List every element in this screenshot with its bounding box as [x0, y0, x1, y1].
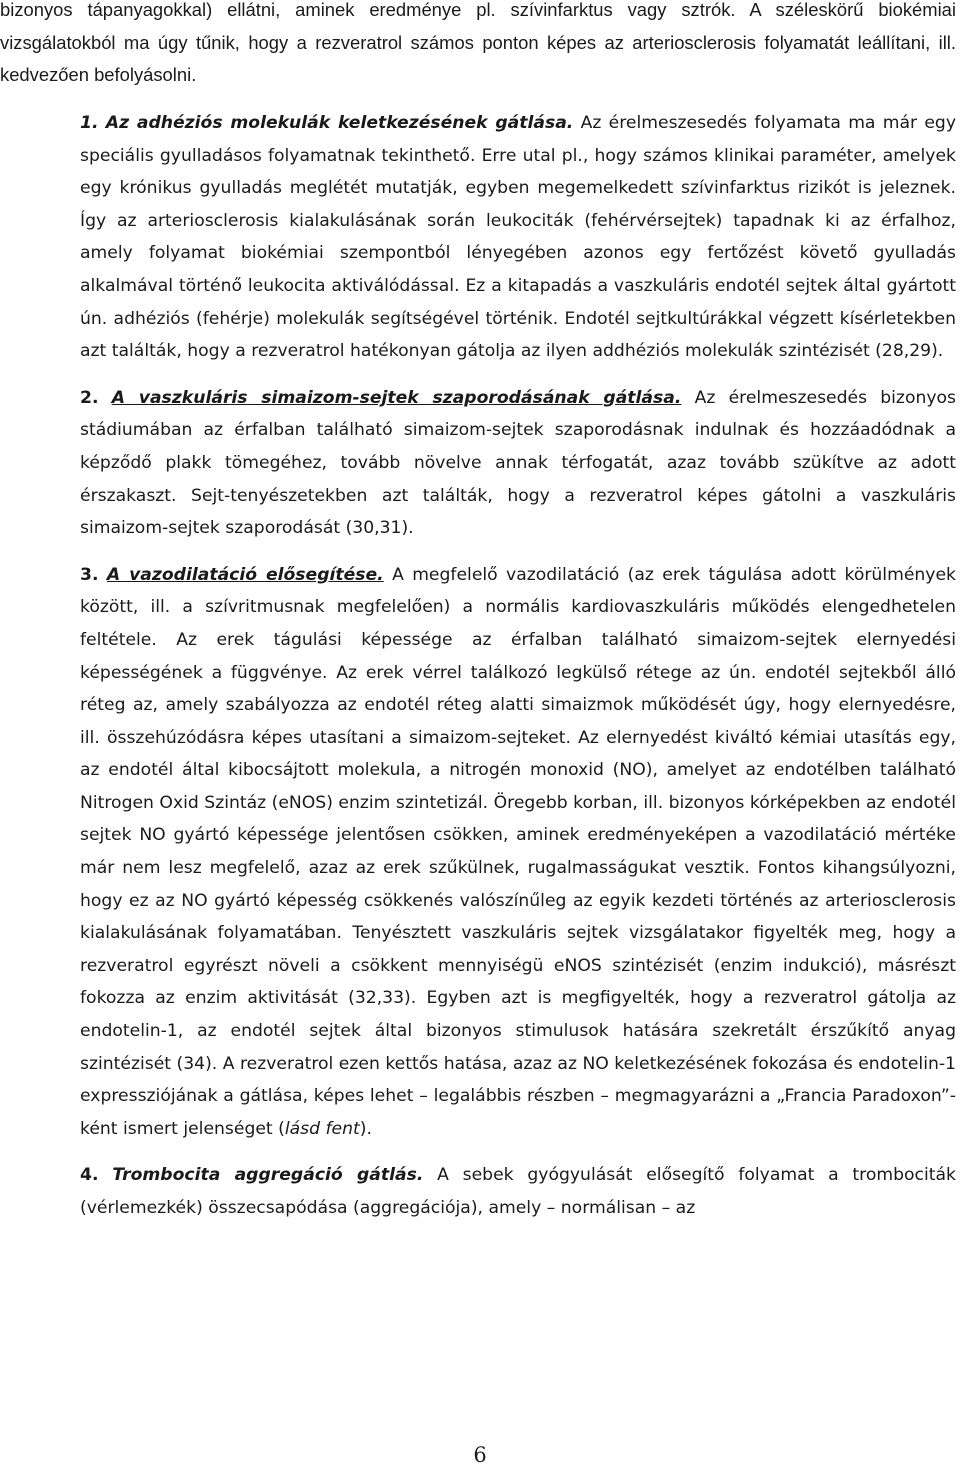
- section-4-body: A sebek gyógyulását elősegítő folyamat a trombociták (vérlemezkék) összecsapódása (aggregációja), amely – normálisan – az: [80, 1165, 956, 1218]
- section-1-title: Az adhéziós molekulák keletkezésének gátlása.: [105, 113, 574, 133]
- section-2-body: Az érelmeszesedés bizonyos stádiumában az érfalban található simaizom-sejtek szaporodásnak indulnak és hozzáadódnak a képződő plakk tömegéhez, tovább növelve annak térfogatát, azaz tovább szükítve az adott érszakaszt. Sejt-tenyészetekben azt találták, hogy a rezveratrol képes gátolni a vaszkuláris simaizom-sejtek szaporodását (30,31).: [80, 387, 956, 539]
- sections-block: [80, 107, 956, 1239]
- intro-paragraph-block: [0, 0, 956, 92]
- section-3-body-italic: lásd fent: [284, 1118, 360, 1139]
- section-1-body: Az érelmeszesedés folyamata ma már egy speciális gyulladásos folyamatnak tekinthető. Erre utal pl., hogy számos klinikai paraméter, amelyek egy krónikus gyulladás meglétét mutatják, egyben megemelkedett szívinfarktus rizikót is jeleznek. Így az arteriosclerosis kialakulásának során leukociták (fehérvérsejtek) tapadnak ki az érfalhoz, amely folyamat biokémiai szempontból lényegében azonos egy fertőzést követő gyulladás alkalmával történő leukocita aktiválódással. Ez a kitapadás a vaszkuláris endotél sejtek által gyártott ún. adhéziós (fehérje) molekulák segítségével történik. Endotél sejtkultúrákkal végzett kísérletekben azt találták, hogy a rezveratrol hatékonyan gátolja az ilyen addhéziós molekulák szintézisét (28,29).: [80, 113, 956, 362]
- page-number: 6: [473, 1443, 487, 1467]
- section-1: [80, 107, 956, 368]
- intro-text: bizonyos tápanyagokkal) ellátni, aminek eredménye pl. szívinfarktus vagy sztrók. A széleskörű biokémiai vizsgálatokból ma úgy tűnik, hogy a rezveratrol számos ponton képes az arteriosclerosis folyamatát leállítani, ill. kedvezően befolyásolni.: [0, 0, 956, 85]
- section-3-body-end: ).: [359, 1118, 372, 1139]
- section-3-title: A vazodilatáció elősegítése.: [106, 564, 384, 585]
- section-2-number: 2.: [80, 387, 99, 408]
- section-3-body: A megfelelő vazodilatáció (az erek tágulása adott körülmények között, ill. a szívritmusnak megfelelően) a normális kardiovaszkuláris működés elengedhetelen feltétele. Az erek tágulási képessége az érfalban található simaizom-sejtek elernyedési képességének a függvénye. Az erek vérrel találkozó legkülső rétege az ún. endotél sejtekből álló réteg az, amely szabályozza az endotél réteg alatti simaizmok működését úgy, hogy elernyedésre, ill. összehúzódásra képes utasítani a simaizom-sejteket. Az elernyedést kiváltó kémiai utasítás egy, az endotél által kibocsájtott molekula, a nitrogén monoxid (NO), amelyet az endotélben található Nitrogen Oxid Szintáz (eNOS) enzim szintetizál. Öregebb korban, ill. bizonyos kórképekben az endotél sejtek NO gyártó képessége jelentősen csökken, aminek eredményeképen a vazodilatáció mértéke már nem lesz megfelelő, azaz az erek szűkülnek, rugalmasságukat vesztik. Fontos kihangsúlyozni, hogy ez az NO gyártó képesség csökkenés valószínűleg az egyik kezdeti történés az arteriosclerosis kialakulásának folyamatában. Tenyésztett vaszkuláris sejtek vizsgálatakor figyelték meg, hogy a rezveratrol egyrészt növeli a csökkent mennyiségü eNOS szintézisét (enzim indukció), másrészt fokozza az enzim aktivitását (32,33). Egyben azt is megfigyelték, hogy a rezveratrol gátolja az endotelin-1, az endotél sejtek által bizonyos stimulusok hatására szekretált érszűkítő anyag szintézisét (34). A rezveratrol ezen kettős hatása, azaz az NO keletkezésének fokozása és endotelin-1 expressziójának a gátlása, képes lehet – legalábbis részben – megmagyarázni a „Francia Paradoxon”-ként ismert jelenséget (: [80, 564, 956, 1139]
- section-3: [80, 559, 956, 1146]
- section-4-number: 4.: [80, 1165, 99, 1186]
- section-3-number: 3.: [80, 564, 99, 585]
- section-2: [80, 382, 956, 545]
- section-2-title: A vaszkuláris simaizom-sejtek szaporodásának gátlása.: [111, 387, 682, 408]
- section-4: [80, 1159, 956, 1224]
- intro-paragraph: [0, 0, 956, 92]
- section-1-number: 1.: [80, 113, 99, 133]
- section-4-title: Trombocita aggregáció gátlás.: [112, 1165, 424, 1186]
